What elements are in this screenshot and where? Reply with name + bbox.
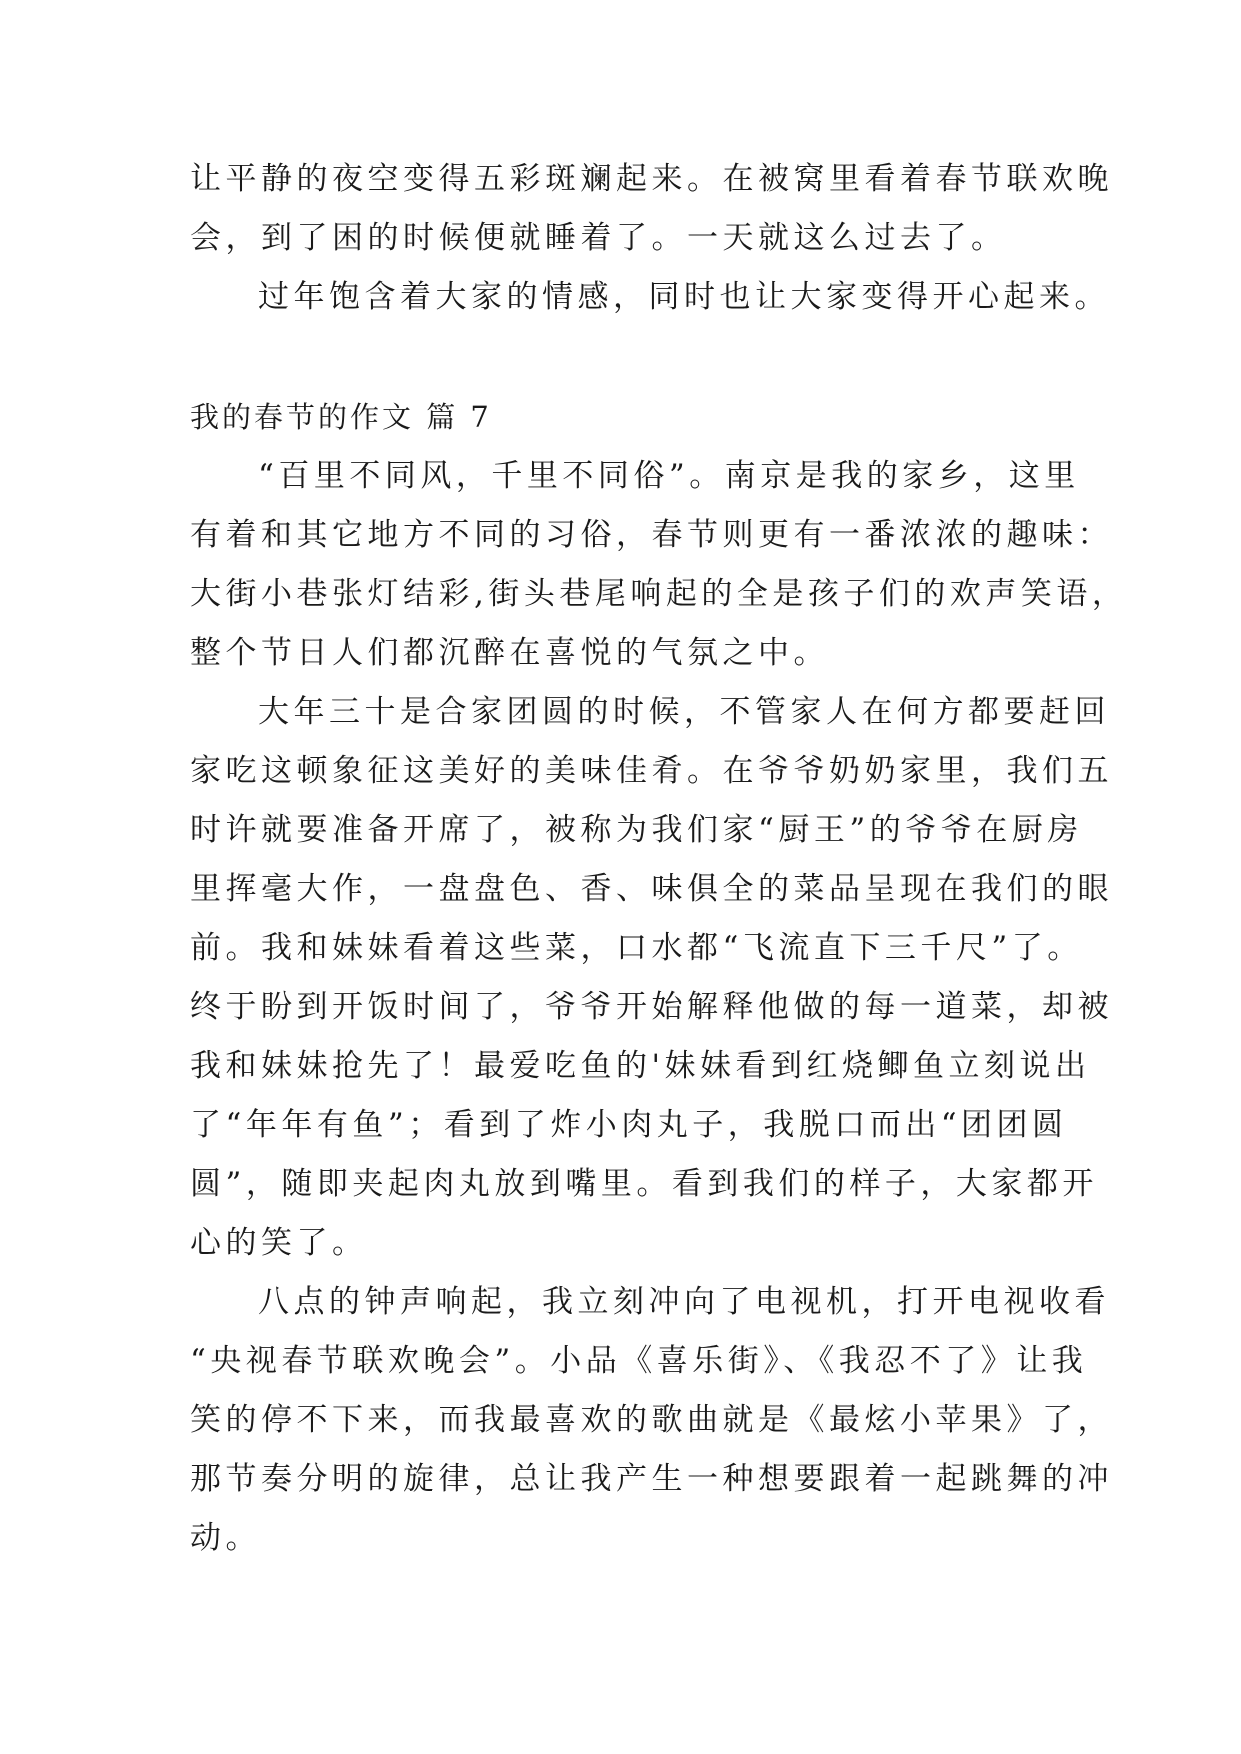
text-line: 时许就要准备开席了，被称为我们家“厨王”的爷爷在厨房 — [190, 812, 1083, 848]
text-line: 圆”，随即夹起肉丸放到嘴里。看到我们的样子，大家都开 — [190, 1166, 1098, 1202]
text-line: 有着和其它地方不同的习俗，春节则更有一番浓浓的趣味： — [190, 517, 1113, 553]
text-line: 大年三十是合家团圆的时候，不管家人在何方都要赶回 — [258, 694, 1110, 730]
text-line: “百里不同风，千里不同俗”。南京是我的家乡，这里 — [258, 458, 1080, 494]
text-line: 让平静的夜空变得五彩斑斓起来。在被窝里看着春节联欢晚 — [190, 161, 1113, 197]
text-line: 笑的停不下来，而我最喜欢的歌曲就是《最炫小苹果》了， — [190, 1402, 1113, 1438]
paragraph — [190, 447, 1128, 683]
paragraph — [190, 268, 1110, 327]
paragraph — [190, 1273, 1113, 1568]
text-line: 动。 — [190, 1520, 261, 1556]
section-heading: 我的春节的作文 篇 7 — [190, 400, 492, 434]
text-line: 前。我和妹妹看着这些菜，口水都“飞流直下三千尺”了。 — [190, 930, 1083, 966]
text-line: 八点的钟声响起，我立刻冲向了电视机，打开电视收看 — [258, 1284, 1110, 1320]
text-line: 过年饱含着大家的情感，同时也让大家变得开心起来。 — [258, 279, 1110, 315]
text-line: 终于盼到开饭时间了，爷爷开始解释他做的每一道菜，却被 — [190, 989, 1113, 1025]
text-line: 了“年年有鱼”；看到了炸小肉丸子，我脱口而出“团团圆 — [190, 1107, 1068, 1143]
text-line: 家吃这顿象征这美好的美味佳肴。在爷爷奶奶家里，我们五 — [190, 753, 1113, 789]
text-line: 整个节日人们都沉醉在喜悦的气氛之中。 — [190, 635, 829, 671]
text-line: 里挥毫大作，一盘盘色、香、味俱全的菜品呈现在我们的眼 — [190, 871, 1113, 907]
paragraph — [190, 150, 1113, 268]
document-body — [190, 150, 1128, 1568]
text-line: 大街小巷张灯结彩,街头巷尾响起的全是孩子们的欢声笑语， — [190, 576, 1128, 612]
text-line: 心的笑了。 — [190, 1225, 368, 1261]
paragraph — [190, 683, 1113, 1273]
text-line: 那节奏分明的旋律，总让我产生一种想要跟着一起跳舞的冲 — [190, 1461, 1113, 1497]
section-spacer — [190, 327, 1070, 388]
text-line: 会，到了困的时候便就睡着了。一天就这么过去了。 — [190, 220, 1007, 256]
text-line: 我和妹妹抢先了！最爱吃鱼的'妹妹看到红烧鲫鱼立刻说出 — [190, 1048, 1091, 1084]
text-line: “央视春节联欢晚会”。小品《喜乐街》、《我忍不了》让我 — [190, 1343, 1088, 1379]
